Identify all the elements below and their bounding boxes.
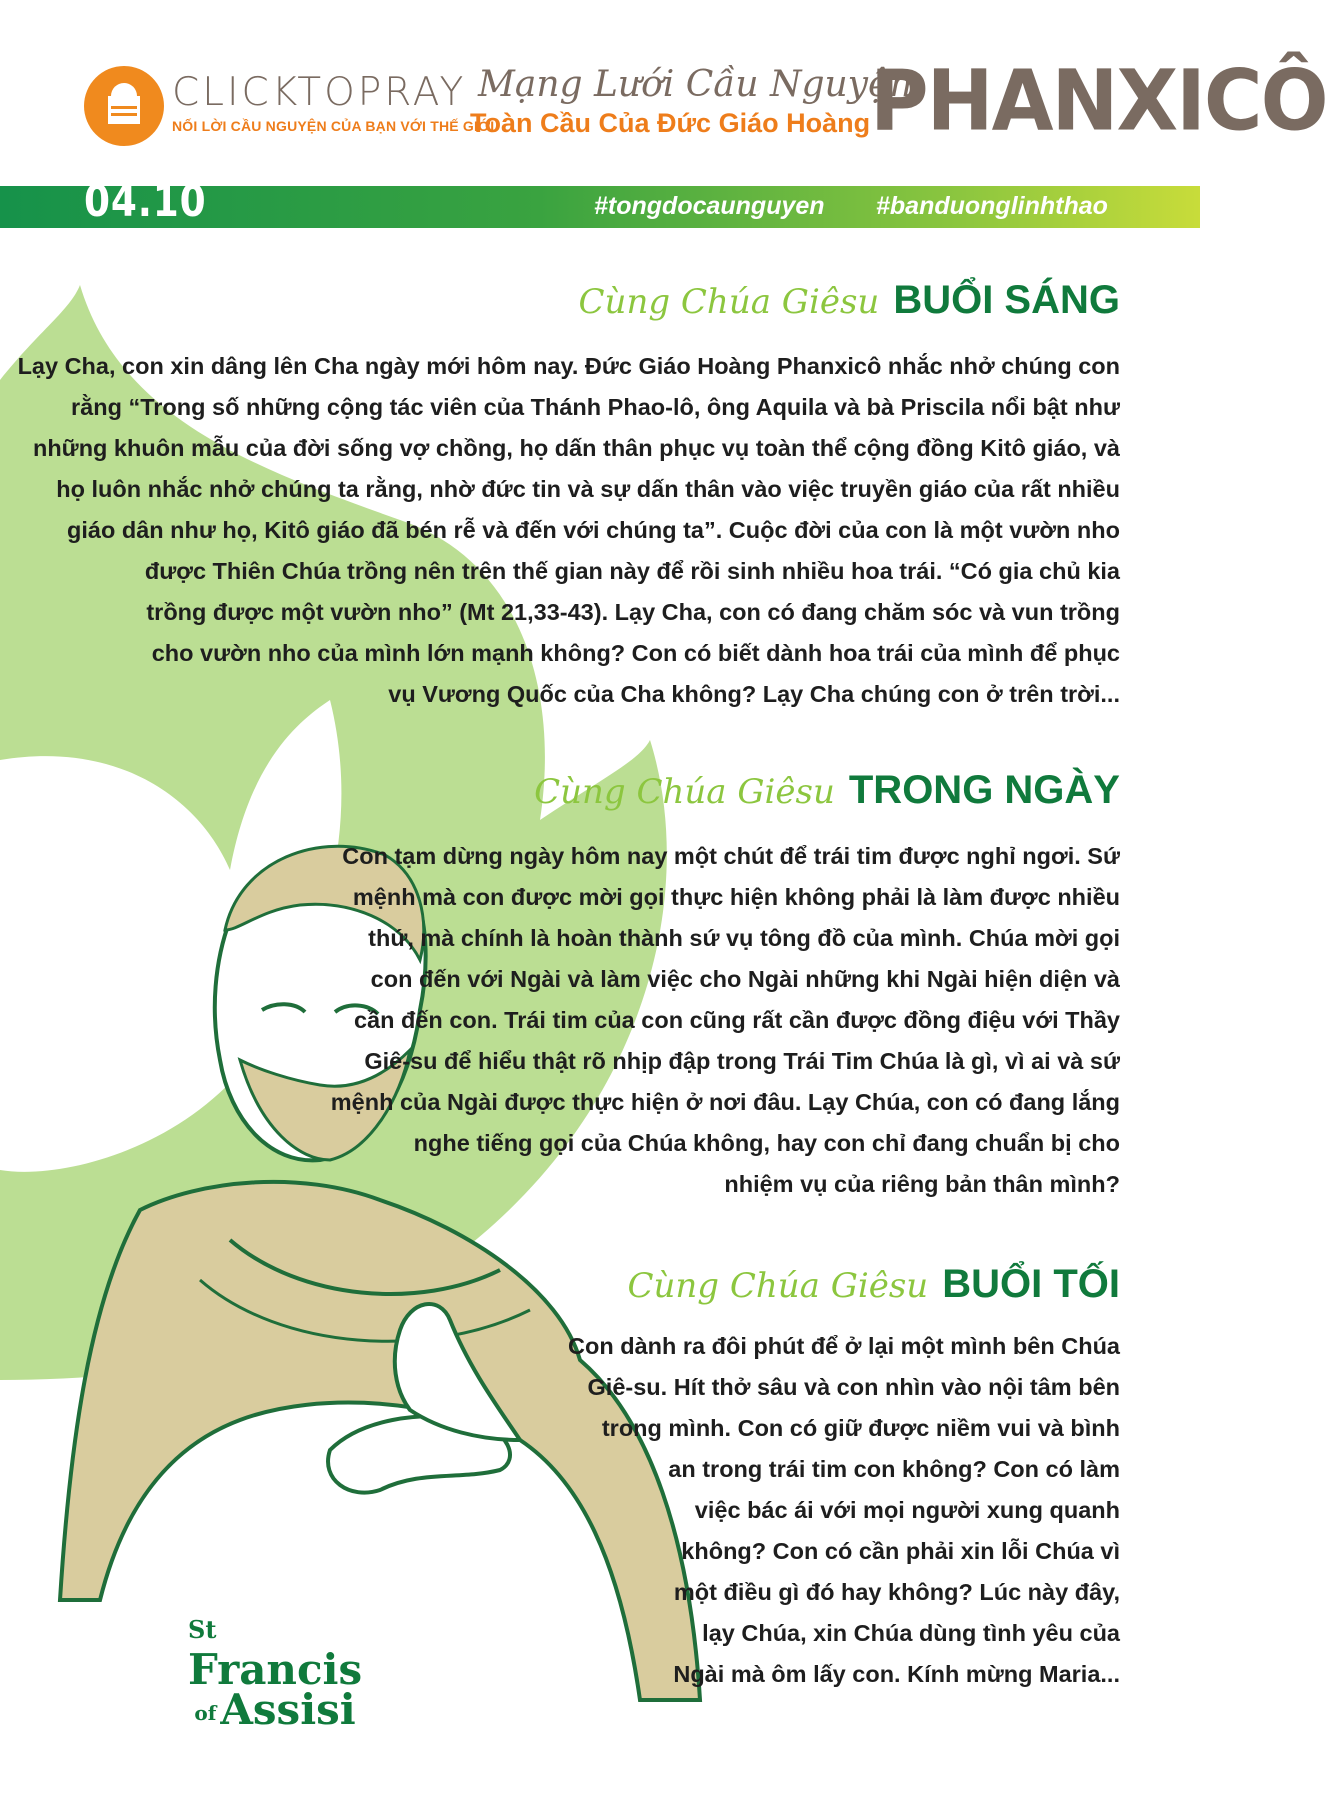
text-line: việc bác ái với mọi người xung quanh xyxy=(694,1497,1120,1523)
network-subtitle: Toàn Cầu Của Đức Giáo Hoàng xyxy=(470,108,871,138)
text-line: mệnh mà con được mời gọi thực hiện không phải là làm được nhiều xyxy=(352,884,1120,910)
section-morning-text xyxy=(18,346,1120,715)
section-day-text xyxy=(331,836,1120,1205)
text-line: những khuôn mẫu của đời sống vợ chồng, họ dấn thân phục vụ toàn thể cộng đồng Kitô giáo, và xyxy=(32,435,1120,461)
section-script: Cùng Chúa Giêsu xyxy=(534,772,835,812)
text-line: Giê-su. Hít thở sâu và con nhìn vào nội tâm bên xyxy=(587,1374,1120,1400)
text-line: vụ Vương Quốc của Cha không? Lạy Cha chúng con ở trên trời... xyxy=(388,681,1120,707)
text-line: cần đến con. Trái tim của con cũng rất cần được đồng điệu với Thầy xyxy=(353,1007,1120,1033)
text-line: cho vườn nho của mình lớn mạnh không? Con có biết dành hoa trái của mình để phục xyxy=(151,640,1120,666)
text-line: Con tạm dừng ngày hôm nay một chút để trái tim được nghỉ ngơi. Sứ xyxy=(342,843,1120,869)
text-line: an trong trái tim con không? Con có làm xyxy=(668,1456,1120,1482)
text-line: họ luôn nhắc nhở chúng ta rằng, nhờ đức tin và sự dấn thân vào việc truyền giáo của rất nhiều xyxy=(56,476,1120,502)
network-title: Mạng Lưới Cầu Nguyện xyxy=(478,64,913,105)
section-title: BUỔI SÁNG xyxy=(893,278,1120,322)
date: 04.10 xyxy=(84,176,207,227)
text-line: rằng “Trong số những cộng tác viên của Thánh Phao-lô, ông Aquila và bà Priscila nổi bật như xyxy=(71,394,1120,420)
section-day-heading xyxy=(534,768,1120,813)
hashtag-tongdocaunguyen: #tongdocaunguyen xyxy=(594,192,825,220)
brand-tagline: NỐI LỜI CẦU NGUYỆN CỦA BẠN VỚI THẾ GIỚI xyxy=(172,118,495,134)
text-line: Con dành ra đôi phút để ở lại một mình bên Chúa xyxy=(568,1333,1120,1359)
text-line: không? Con có cần phải xin lỗi Chúa vì xyxy=(681,1538,1120,1564)
section-evening-text xyxy=(568,1326,1120,1695)
text-line: lạy Chúa, xin Chúa dùng tình yêu của xyxy=(702,1620,1120,1646)
section-morning-heading xyxy=(579,278,1120,323)
text-line: Giê-su để hiểu thật rõ nhịp đập trong Trái Tim Chúa là gì, vì ai và sứ xyxy=(364,1048,1120,1074)
pope-name: PHANXICÔ xyxy=(870,52,1327,150)
st-francis-label xyxy=(188,1610,362,1733)
st-label: St xyxy=(188,1615,217,1644)
text-line: mệnh của Ngài được thực hiện ở nơi đâu. Lạy Chúa, con có đang lắng xyxy=(330,1089,1120,1115)
text-line: được Thiên Chúa trồng nên trên thế gian này để rồi sinh nhiều hoa trái. “Có gia chủ kia xyxy=(144,558,1120,584)
francis-label: Francis xyxy=(188,1645,363,1694)
section-title: BUỔI TỐI xyxy=(942,1262,1120,1306)
text-line: trong mình. Con có giữ được niềm vui và bình xyxy=(601,1415,1120,1441)
text-line: thứ, mà chính là hoàn thành sứ vụ tông đồ của mình. Chúa mời gọi xyxy=(368,925,1120,951)
text-line: nghe tiếng gọi của Chúa không, hay con chỉ đang chuẩn bị cho xyxy=(413,1130,1120,1156)
text-line: nhiệm vụ của riêng bản thân mình? xyxy=(724,1171,1120,1197)
brand-name: CLICKTOPRAY xyxy=(172,70,467,115)
clicktopray-logo-icon xyxy=(84,66,164,146)
text-line: giáo dân như họ, Kitô giáo đã bén rễ và đến với chúng ta”. Cuộc đời của con là một vườn nho xyxy=(67,517,1120,543)
section-script: Cùng Chúa Giêsu xyxy=(578,282,880,322)
text-line: một điều gì đó hay không? Lúc này đây, xyxy=(673,1579,1120,1605)
section-script: Cùng Chúa Giêsu xyxy=(627,1266,929,1306)
assisi-label: Assisi xyxy=(220,1685,356,1734)
section-title: TRONG NGÀY xyxy=(848,768,1120,812)
text-line: Ngài mà ôm lấy con. Kính mừng Maria... xyxy=(673,1661,1120,1687)
text-line: trồng được một vườn nho” (Mt 21,33-43). Lạy Cha, con có đang chăm sóc và vun trồng xyxy=(146,599,1120,625)
text-line: con đến với Ngài và làm việc cho Ngài những khi Ngài hiện diện và xyxy=(370,966,1120,992)
text-line: Lạy Cha, con xin dâng lên Cha ngày mới hôm nay. Đức Giáo Hoàng Phanxicô nhắc nhở chúng con xyxy=(17,353,1120,379)
of-label: of xyxy=(194,1701,217,1725)
section-evening-heading xyxy=(627,1262,1120,1307)
hashtag-banduonglinhthao: #banduonglinhthao xyxy=(876,192,1108,220)
